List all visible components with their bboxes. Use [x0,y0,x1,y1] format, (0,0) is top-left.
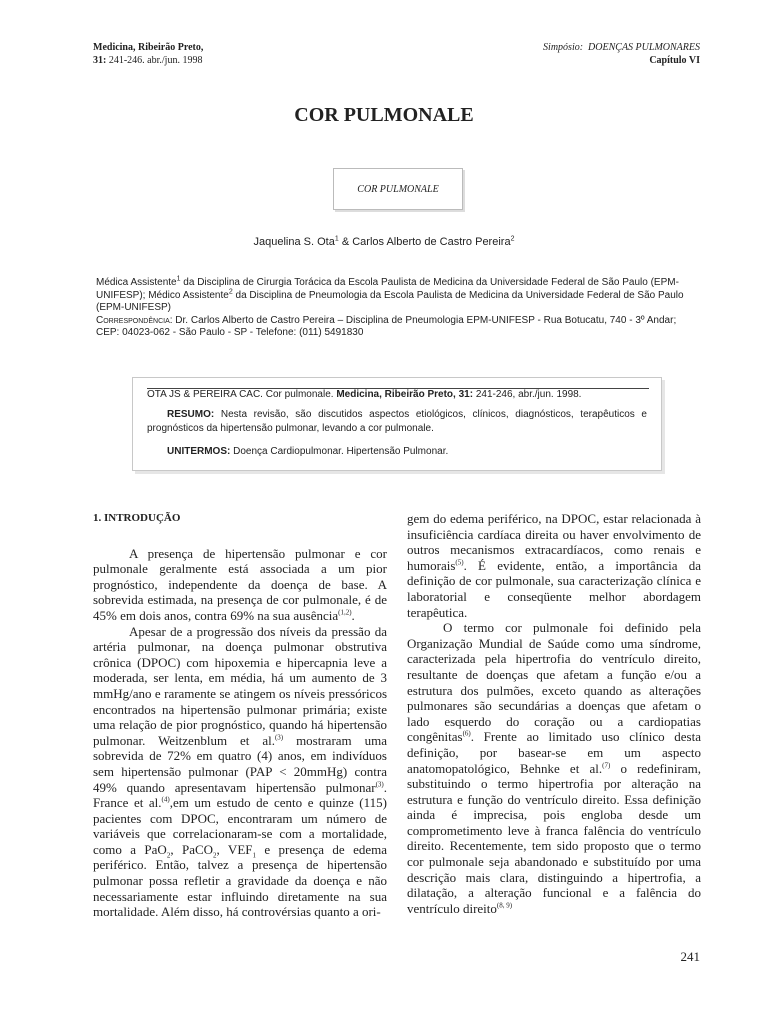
paragraph-text: mostraram uma sobrevida de 72% em quatro (4) anos, em indivíduos sem hipertensão pulmonar (PAP < 20mmHg) contra 49% quando apresentavam hipertensão pulmonar [93,732,387,795]
paragraph-text: ,em um estudo de cento e quinze (115) pacientes com DPOC, encontraram um número de variáveis que correlacionaram-se com a mortalidade, como a PaO [93,795,387,857]
running-header-left [93,41,203,67]
resumo-text: Nesta revisão, são discutidos aspectos etiológicos, clínicos, diagnósticos, terapêuticos e prognósticos da hipertensão pulmonar, levando a cor pulmonale. [147,409,647,434]
simposio-label: Simpósio: [543,42,584,53]
abstract-unitermos [167,446,448,457]
affiliation-part-2: da Disciplina de Cirurgia Torácica da Escola Paulista de Medicina da Universidade Federal de São Paulo (EPM-UNIFESP); Médico Assistente [96,277,679,301]
paragraph-text: , VEF [216,841,253,857]
unitermos-label: UNITERMOS: [167,446,231,457]
paragraph [93,624,387,920]
simposio-topic: DOENÇAS PULMONARES [588,42,700,53]
author-2: & Carlos Alberto de Castro Pereira [338,236,511,248]
paragraph [407,620,701,916]
paragraph-text: O termo cor pulmonale foi definido pela Organização Mundial de Saúde como uma síndrome, caracterizada pela hipertrofia do ventrículo direito, resultante de doenças que afetam a função e/ou a estrutura dos pulmões, exceto quando as alterações pulmonares são secundárias a doenças que afetam o lado esquerdo do coração ou a cardiopatias congênitas [407,620,701,745]
reference-sup: (6) [462,729,471,738]
simposio-line [543,41,700,54]
reference-sup: (5) [455,558,464,567]
paragraph-text: . [351,607,355,623]
abstract-box [132,377,662,471]
abstract-resumo [147,408,647,436]
author-2-sup: 2 [510,235,515,243]
author-line [0,236,768,248]
paragraph-text: o redefiniram, substituindo o termo hipertrofia por alteração na estrutura e função do ventrículo direito. Essa definição ainda é imprecisa, pois engloba desde um comprometimento leve à franca falência do ventrículo direito. Recentemente, tem sido proposto que o termo cor pulmonale seja abandonado e substituído por uma descrição mais clara, distinguindo a hipertrofia, a dilatação, a alteração funcional e a falência do ventrículo direito [407,760,701,916]
affiliation-sup-1: 1 [176,275,181,283]
article-title: COR PULMONALE [294,104,474,126]
title-box-text: COR PULMONALE [357,183,439,195]
journal-name: Medicina, Ribeirão Preto, [93,42,204,53]
paragraph-text: e presença de edema periférico. Então, talvez a presença de hipertensão pulmonar possa refletir a gravidade da doença e não necessariamente estar influindo diretamente na sua mortalidade. Além disso, há controvérsias quanto a ori- [93,841,387,920]
correspondence-text: : Dr. Carlos Alberto de Castro Pereira – Disciplina de Pneumologia EPM-UNIFESP - Rua Botucatu, 740 - 3º Andar; CEP: 04023-062 - São Paulo - SP - Telefone: (011) 5491830 [96,314,677,338]
affiliation-sup-2: 2 [228,288,233,296]
subscript: 2 [166,851,171,860]
citation-authors: OTA JS & PEREIRA CAC. Cor pulmonale. [147,389,337,400]
affiliation-part-3: da Disciplina de Pneumologia da Escola Paulista de Medicina da Universidade Federal de São Paulo (EPM-UNIFESP) [96,289,684,313]
page-number: 241 [680,949,700,964]
title-box [333,168,463,210]
correspondence [96,315,701,340]
paragraph [93,546,387,624]
journal-citation [93,54,203,67]
section-heading: 1. INTRODUÇÃO [93,512,181,524]
affiliation-block [96,277,701,340]
reference-sup: (3) [375,780,384,789]
reference-sup: (7) [602,761,611,770]
right-column [407,511,701,916]
subscript: 2 [213,851,217,860]
affiliation-part-1: Médica Assistente [96,277,177,288]
paragraph-text: . É evidente, então, a importância da definição de cor pulmonale, sua caracterização clínica e laboratorial e conseqüente melhor abordagem terapêutica. [407,557,701,620]
paragraph-text: gem do edema periférico, na DPOC, estar relacionada à insuficiência cardíaca direita ou haver envolvimento de outros mecanismos extracardíacos, como renais e humorais [407,511,701,573]
paragraph-text: Apesar de a progressão dos níveis da pressão da artéria pulmonar, na doença pulmonar obstrutiva crônica (DPOC) com hipoxemia e hipercapnia leve a moderada, ser lenta, em média, há um aumento de 3 mmHg/ano e raramente se atingem os níveis pressóricos encontrados na hipertensão pulmonar primária; existe uma relação de pior prognóstico, quando há hipertensão pulmonar. Weitzenblum et al. [93,623,387,748]
abstract-citation [147,389,581,400]
paragraph-text: , PaCO [170,841,214,857]
journal-pages-date: 241-246. abr./jun. 1998 [106,55,203,66]
left-column [93,511,387,920]
reference-sup: (4) [161,795,170,804]
citation-journal: Medicina, Ribeirão Preto, 31: [336,389,474,400]
paragraph-text: . Frente ao limitado uso clínico desta definição, por basear-se em um aspecto anatomopatológico, Behnke et al. [407,729,701,776]
paragraph [407,511,701,620]
paragraph-text: . France et al. [93,779,387,811]
citation-pages: 241-246, abr./jun. 1998. [473,389,582,400]
chapter-label: Capítulo VI [649,55,700,66]
reference-sup: (1,2) [338,608,352,617]
author-1-sup: 1 [334,235,339,243]
journal-volume: 31: [93,55,107,66]
subscript: 1 [252,851,256,860]
reference-sup: (8, 9) [496,901,513,910]
correspondence-label: Correspondência [96,314,170,326]
unitermos-text: Doença Cardiopulmonar. Hipertensão Pulmonar. [230,446,449,457]
resumo-label: RESUMO: [167,409,215,420]
running-header-right [543,41,700,67]
reference-sup: (3) [274,733,284,742]
affiliation-text [96,277,701,315]
paragraph-text: A presença de hipertensão pulmonar e cor pulmonale geralmente está associada a um pior prognóstico, independente da doença de base. A sobrevida estimada, na presença de cor pulmonale, é de 45% em dois anos, contra 69% na sua ausência [93,545,387,623]
author-1: Jaquelina S. Ota [253,236,335,248]
